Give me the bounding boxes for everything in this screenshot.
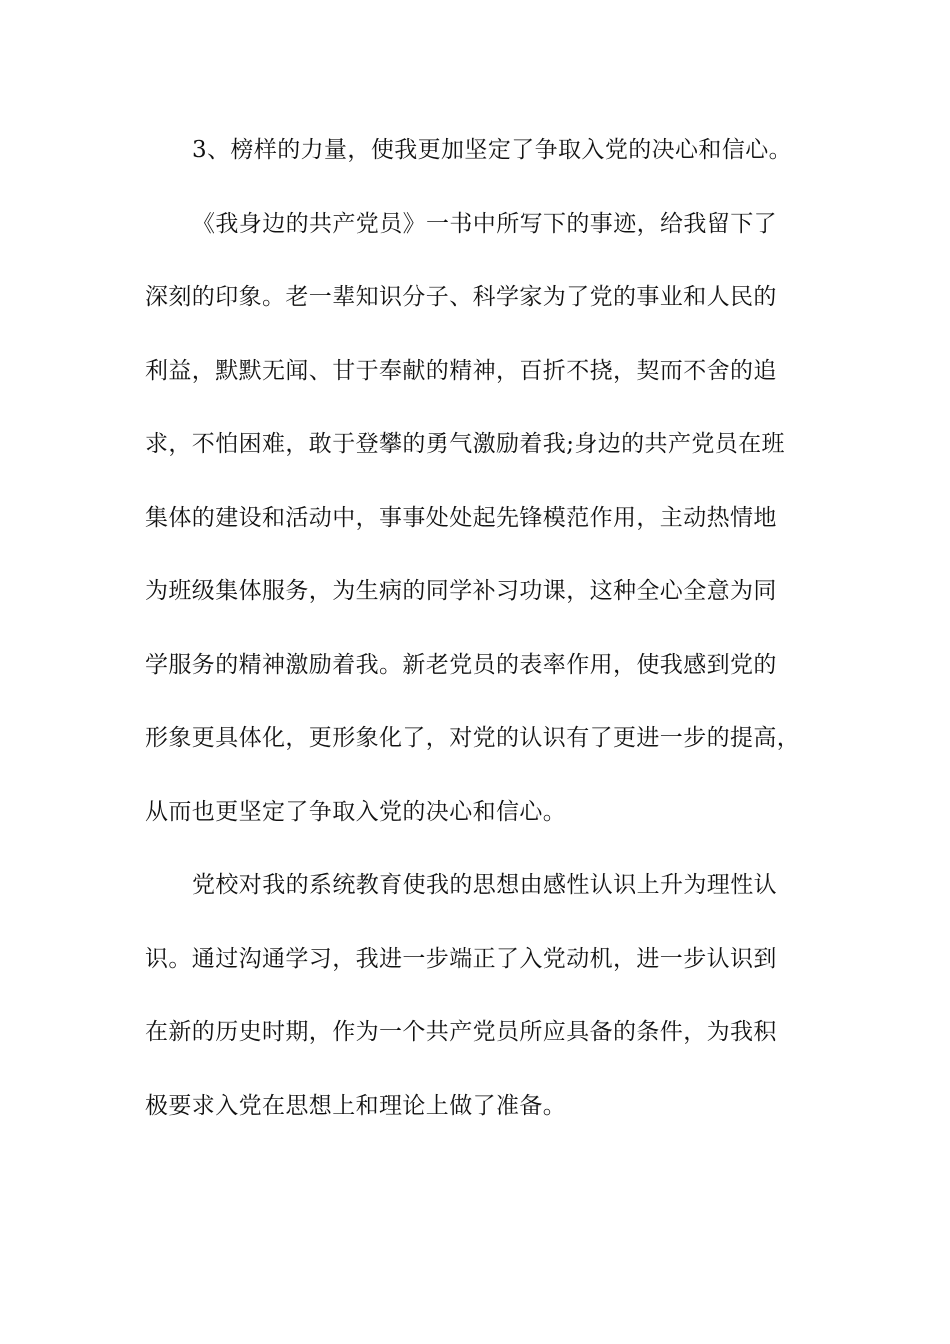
text-line: 识。通过沟通学习，我进一步端正了入党动机，进一步认识到 (145, 945, 777, 972)
text-line: 《我身边的共产党员》一书中所写下的事迹，给我留下了 (192, 210, 777, 237)
document-body (145, 120, 810, 1149)
paragraph-party-school (145, 855, 810, 1149)
text-line: 形象更具体化，更形象化了，对党的认识有了更进一步的提高， (145, 725, 801, 751)
text-line: 从而也更坚定了争取入党的决心和信心。 (145, 798, 567, 825)
text-line: 3、榜样的力量，使我更加坚定了争取入党的决心和信心。 (192, 137, 793, 163)
text-line: 求，不怕困难，敢于登攀的勇气激励着我;身边的共产党员在班 (145, 431, 785, 457)
text-line: 集体的建设和活动中，事事处处起先锋模范作用，主动热情地 (145, 504, 777, 531)
text-line: 利益，默默无闻、甘于奉献的精神，百折不挠，契而不舍的追 (145, 357, 777, 384)
text-line: 深刻的印象。老一辈知识分子、科学家为了党的事业和人民的 (145, 284, 777, 310)
text-line: 为班级集体服务，为生病的同学补习功课，这种全心全意为同 (145, 578, 777, 604)
text-line: 在新的历史时期，作为一个共产党员所应具备的条件，为我积 (145, 1019, 777, 1045)
paragraph-role-model (145, 120, 810, 194)
text-line: 极要求入党在思想上和理论上做了准备。 (145, 1092, 567, 1119)
text-line: 学服务的精神激励着我。新老党员的表率作用，使我感到党的 (145, 651, 777, 678)
text-line: 党校对我的系统教育使我的思想由感性认识上升为理性认 (192, 872, 777, 898)
paragraph-party-members (145, 194, 810, 856)
